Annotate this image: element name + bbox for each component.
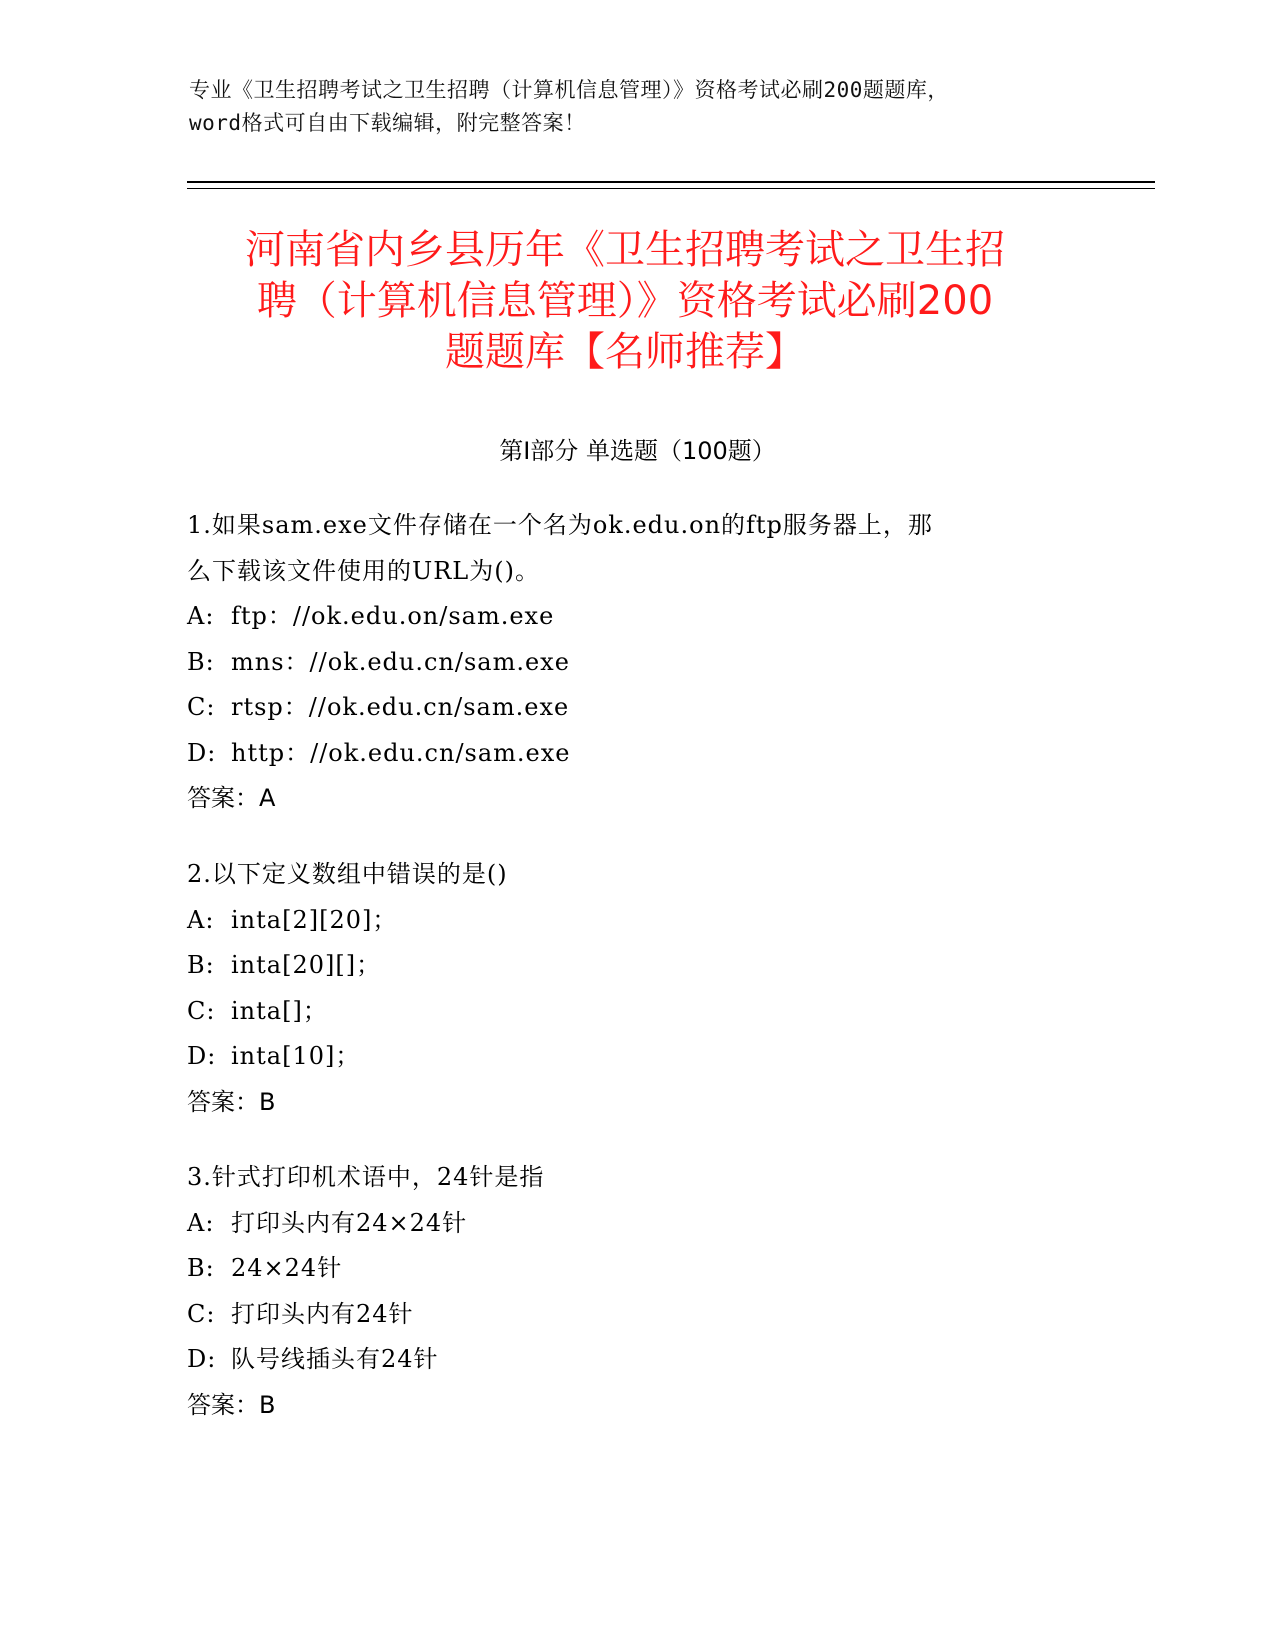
- title-line: 河南省内乡县历年《卫生招聘考试之卫生招: [245, 227, 1005, 273]
- option-letter: D:: [187, 1042, 217, 1070]
- option-b: [187, 640, 1087, 686]
- option-b: [187, 1246, 1087, 1292]
- answer-label: 答案：A: [187, 784, 276, 812]
- option-text: 打印头内有24针: [231, 1299, 414, 1328]
- header-divider-thick: [187, 181, 1155, 183]
- option-a: [187, 1201, 1087, 1247]
- option-letter: D:: [187, 738, 217, 767]
- option-text: rtsp：//ok.edu.cn/sam.exe: [231, 693, 570, 721]
- question-1: [187, 503, 1087, 822]
- section-heading: 第I部分 单选题（100题）: [499, 437, 776, 465]
- header-note: [189, 74, 1089, 140]
- option-text: 24×24针: [231, 1254, 343, 1282]
- option-c: [187, 989, 1087, 1035]
- option-letter: D:: [187, 1345, 217, 1373]
- header-note-line: word格式可自由下载编辑，附完整答案！: [189, 111, 586, 135]
- option-a: [187, 898, 1087, 944]
- option-letter: A:: [187, 1208, 215, 1237]
- question-stem: 2.以下定义数组中错误的是(): [187, 860, 508, 888]
- option-letter: B:: [187, 647, 215, 676]
- option-d: [187, 1034, 1087, 1080]
- option-text: http：//ok.edu.cn/sam.exe: [231, 738, 571, 767]
- option-text: inta[20][]；: [231, 951, 382, 979]
- question-stem: 1.如果sam.exe文件存储在一个名为ok.edu.on的ftp服务器上，那: [187, 511, 933, 539]
- option-b: [187, 943, 1087, 989]
- question-stem: 3.针式打印机术语中，24针是指: [187, 1163, 545, 1191]
- option-text: 打印头内有24×24针: [231, 1208, 468, 1237]
- answer-label: 答案：B: [187, 1087, 276, 1116]
- option-text: inta[10]；: [231, 1042, 361, 1070]
- option-c: [187, 1292, 1087, 1338]
- question-2: [187, 852, 1087, 1125]
- option-letter: B:: [187, 951, 215, 979]
- title-line: 聘（计算机信息管理）》资格考试必刷200: [256, 278, 994, 324]
- option-text: inta[]；: [231, 996, 328, 1025]
- option-c: [187, 685, 1087, 731]
- option-d: [187, 1337, 1087, 1383]
- option-text: inta[2][20]；: [231, 905, 398, 934]
- option-letter: A:: [187, 602, 215, 630]
- title-line: 题题库【名师推荐】: [445, 329, 805, 375]
- document-title: [150, 225, 1100, 378]
- question-3: [187, 1155, 1087, 1428]
- answer-label: 答案：B: [187, 1390, 276, 1419]
- option-letter: C:: [187, 693, 216, 721]
- question-stem: 么下载该文件使用的URL为()。: [187, 556, 540, 585]
- option-d: [187, 731, 1087, 777]
- option-letter: C:: [187, 1299, 216, 1328]
- option-letter: A:: [187, 905, 215, 934]
- option-text: 队号线插头有24针: [231, 1345, 439, 1373]
- header-note-line: 专业《卫生招聘考试之卫生招聘（计算机信息管理）》资格考试必刷200题题库，: [189, 78, 949, 102]
- option-text: mns：//ok.edu.cn/sam.exe: [231, 647, 570, 676]
- option-text: ftp：//ok.edu.on/sam.exe: [231, 602, 555, 630]
- option-letter: B:: [187, 1254, 215, 1282]
- option-a: [187, 594, 1087, 640]
- option-letter: C:: [187, 996, 216, 1025]
- header-divider-thin: [187, 188, 1155, 189]
